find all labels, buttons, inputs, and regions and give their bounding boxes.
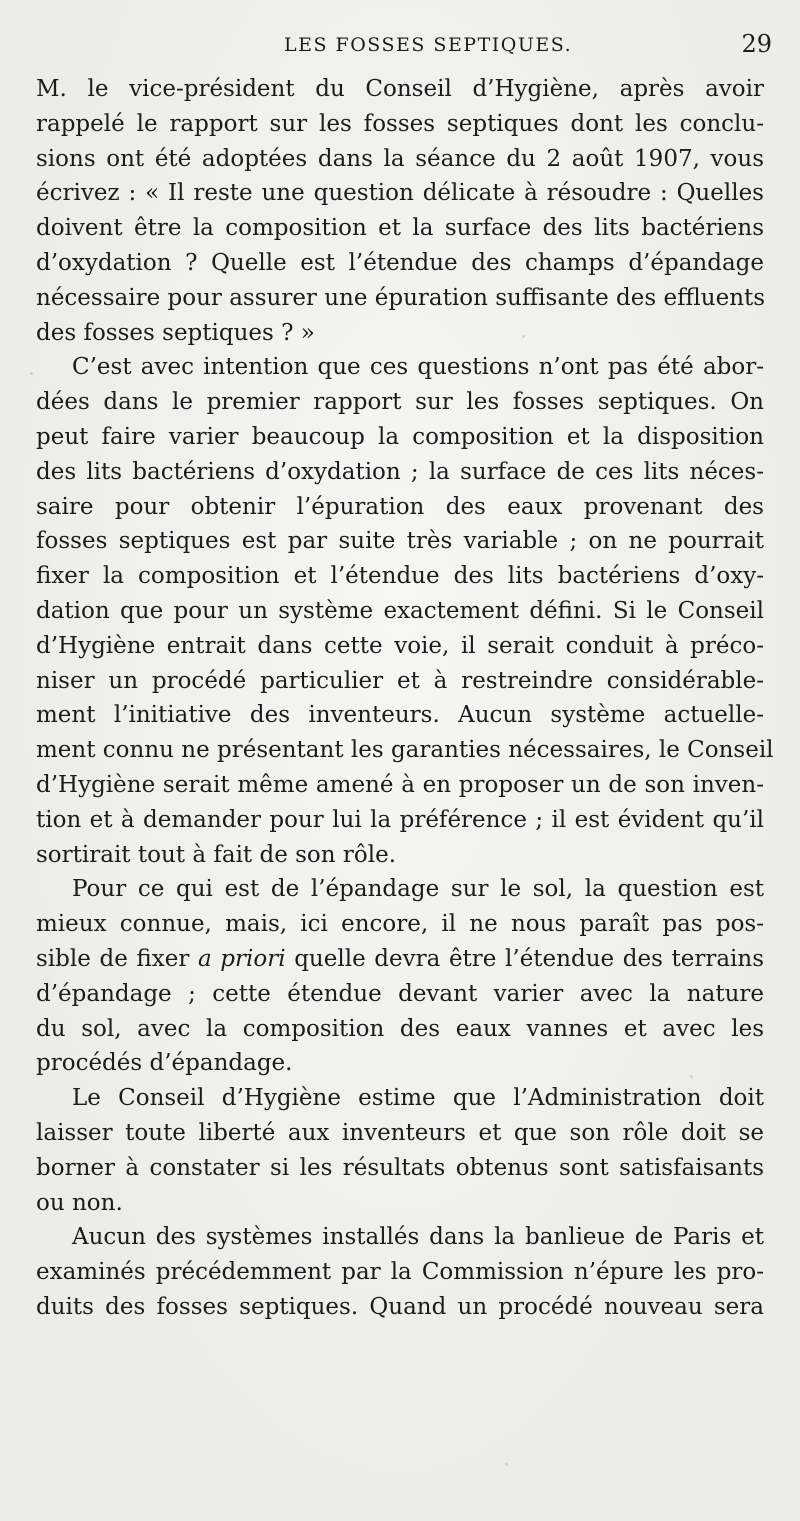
text-line: du sol, avec la composition des eaux vannes et avec les bbox=[36, 1015, 764, 1042]
speck bbox=[505, 1463, 508, 1466]
text-line: nécessaire pour assurer une épuration suffisante des effluents bbox=[36, 284, 766, 311]
text-line: dées dans le premier rapport sur les fosses septiques. On bbox=[36, 389, 764, 416]
text-line: laisser toute liberté aux inventeurs et que son rôle doit se bbox=[36, 1119, 764, 1146]
text-line: C’est avec intention que ces questions n’ont pas été abor- bbox=[72, 354, 764, 381]
text-line: procédés d’épandage. bbox=[36, 1050, 293, 1077]
italic-a-priori: a priori bbox=[197, 945, 286, 972]
text-line: d’Hygiène entrait dans cette voie, il serait conduit à préco- bbox=[36, 632, 764, 659]
text-fragment: sible de fixer bbox=[36, 945, 190, 972]
text-line: M. le vice-président du Conseil d’Hygiène, après avoir bbox=[36, 76, 764, 102]
text-line: des lits bactériens d’oxydation ; la surface de ces lits néces- bbox=[36, 458, 764, 485]
page-header bbox=[36, 30, 772, 64]
text-fragment: quelle devra être l’étendue des terrains bbox=[294, 945, 765, 972]
page-number: 29 bbox=[741, 30, 772, 58]
body-text bbox=[36, 72, 774, 1325]
text-line: dation que pour un système exactement défini. Si le Conseil bbox=[36, 597, 764, 624]
speck bbox=[522, 335, 525, 338]
text-line: peut faire varier beaucoup la composition et la disposition bbox=[36, 423, 764, 450]
text-line: niser un procédé particulier et à restreindre considérable- bbox=[36, 667, 764, 694]
text-line: sions ont été adoptées dans la séance du 2 août 1907, vous bbox=[36, 145, 764, 172]
speck bbox=[690, 1075, 693, 1078]
speck bbox=[758, 1232, 761, 1235]
text-line: duits des fosses septiques. Quand un procédé nouveau sera bbox=[36, 1293, 764, 1320]
text-line: d’oxydation ? Quelle est l’étendue des champs d’épandage bbox=[36, 249, 764, 276]
text-line: doivent être la composition et la surface des lits bactériens bbox=[36, 215, 764, 242]
text-line: d’épandage ; cette étendue devant varier avec la nature bbox=[36, 980, 764, 1007]
text-line: fixer la composition et l’étendue des lits bactériens d’oxy- bbox=[36, 563, 764, 590]
text-line: des fosses septiques ? » bbox=[36, 319, 315, 346]
text-line: d’Hygiène serait même amené à en proposer un de son inven- bbox=[36, 771, 764, 798]
text-line: Aucun des systèmes installés dans la banlieue de Paris et bbox=[72, 1224, 764, 1251]
running-head: LES FOSSES SEPTIQUES. bbox=[284, 34, 573, 56]
text-line: ment connu ne présentant les garanties nécessaires, le Conseil bbox=[36, 737, 774, 764]
text-line: sortirait tout à fait de son rôle. bbox=[36, 841, 397, 868]
text-line-italic-phrase bbox=[36, 942, 764, 977]
text-line: Pour ce qui est de l’épandage sur le sol, la question est bbox=[72, 876, 764, 903]
text-line: ment l’initiative des inventeurs. Aucun système actuelle- bbox=[36, 702, 764, 729]
text-line: saire pour obtenir l’épuration des eaux provenant des bbox=[36, 493, 764, 520]
text-line: mieux connue, mais, ici encore, il ne nous paraît pas pos- bbox=[36, 911, 764, 938]
text-line: écrivez : « Il reste une question délicate à résoudre : Quelles bbox=[36, 180, 764, 207]
text-line: rappelé le rapport sur les fosses septiques dont les conclu- bbox=[36, 110, 764, 137]
text-line: fosses septiques est par suite très variable ; on ne pourrait bbox=[36, 528, 764, 555]
text-line: Le Conseil d’Hygiène estime que l’Administration doit bbox=[72, 1085, 764, 1112]
text-line: tion et à demander pour lui la préférence ; il est évident qu’il bbox=[36, 806, 764, 833]
text-line: ou non. bbox=[36, 1189, 123, 1216]
speck bbox=[30, 372, 33, 375]
text-line: examinés précédemment par la Commission n’épure les pro- bbox=[36, 1259, 764, 1286]
text-line: borner à constater si les résultats obtenus sont satisfaisants bbox=[36, 1154, 764, 1181]
